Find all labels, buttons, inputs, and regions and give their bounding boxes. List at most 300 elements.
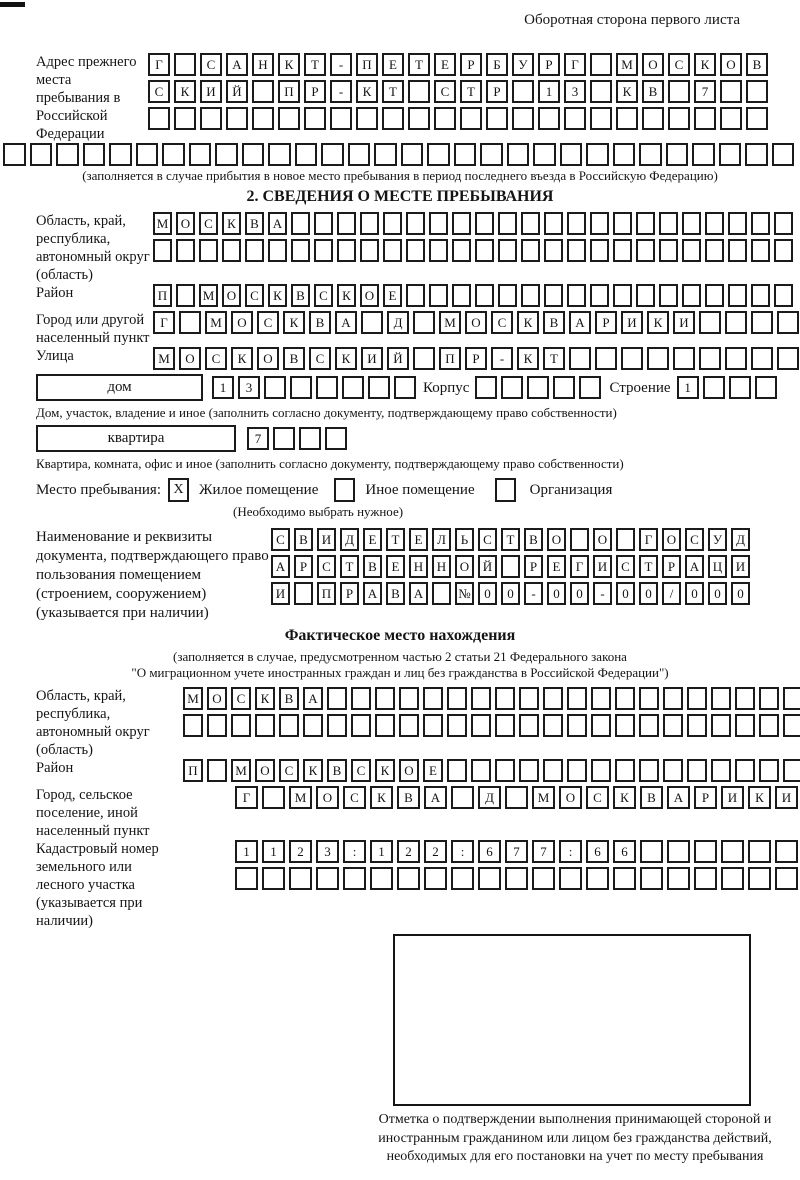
char-cell: Е: [434, 53, 456, 76]
apartment-caption: Квартира, комната, офис и иное (заполнить согласно документу, подтверждающему право собственности): [36, 456, 624, 471]
char-cell: [327, 687, 347, 710]
char-cell: [109, 143, 132, 166]
char-cell: [291, 239, 310, 262]
char-cell: В: [746, 53, 768, 76]
char-cell: [447, 714, 467, 737]
char-cell: П: [356, 53, 378, 76]
char-cell: [314, 212, 333, 235]
char-cell: №: [455, 582, 474, 605]
char-cell: [595, 347, 617, 370]
char-cell: [613, 284, 632, 307]
char-cell: [748, 867, 771, 890]
actual-location-caption-2: "О миграционном учете иностранных граждан и лиц без гражданства в Российской Федерации"): [131, 665, 669, 680]
char-cell: Л: [432, 528, 451, 551]
char-cell: У: [512, 53, 534, 76]
char-cell: [231, 714, 251, 737]
char-cell: [570, 528, 589, 551]
actual-city-block: [3, 786, 797, 840]
cadastral-row-1: [235, 840, 800, 863]
char-cell: М: [532, 786, 555, 809]
char-cell: И: [673, 311, 695, 334]
street-block: [3, 347, 797, 374]
char-cell: [399, 714, 419, 737]
char-cell: В: [642, 80, 664, 103]
char-cell: [636, 284, 655, 307]
char-cell: [427, 143, 450, 166]
char-cell: [207, 714, 227, 737]
char-cell: 3: [238, 376, 260, 399]
char-cell: Т: [501, 528, 520, 551]
char-cell: Т: [408, 53, 430, 76]
char-cell: [471, 759, 491, 782]
char-cell: К: [375, 759, 395, 782]
char-cell: 0: [547, 582, 566, 605]
char-cell: [569, 347, 591, 370]
char-cell: С: [205, 347, 227, 370]
char-cell: [413, 347, 435, 370]
char-cell: [321, 143, 344, 166]
char-cell: В: [543, 311, 565, 334]
char-cell: М: [199, 284, 218, 307]
char-cell: 2: [289, 840, 312, 863]
char-cell: [451, 867, 474, 890]
char-cell: К: [748, 786, 771, 809]
char-cell: 3: [564, 80, 586, 103]
char-cell: [348, 143, 371, 166]
char-cell: А: [271, 555, 290, 578]
char-cell: [751, 347, 773, 370]
char-cell: [559, 867, 582, 890]
char-cell: К: [647, 311, 669, 334]
char-cell: [663, 714, 683, 737]
char-cell: О: [547, 528, 566, 551]
char-cell: [316, 376, 338, 399]
char-cell: П: [278, 80, 300, 103]
char-cell: [174, 53, 196, 76]
char-cell: [512, 80, 534, 103]
char-cell: И: [271, 582, 290, 605]
prev-address-caption: (заполняется в случае прибытия в новое место пребывания в период последнего въезда в Российскую Федерацию): [82, 168, 718, 183]
char-cell: [639, 143, 662, 166]
char-cell: [162, 143, 185, 166]
char-cell: Т: [543, 347, 565, 370]
char-cell: -: [330, 80, 352, 103]
char-cell: [262, 867, 285, 890]
char-cell: [751, 212, 770, 235]
char-cell: [505, 786, 528, 809]
char-cell: [291, 212, 310, 235]
char-cell: С: [351, 759, 371, 782]
char-cell: [687, 687, 707, 710]
char-cell: [486, 107, 508, 130]
region-label: Область, край, республика, автономный округ (область): [36, 213, 150, 283]
char-cell: [751, 311, 773, 334]
char-cell: О: [257, 347, 279, 370]
char-cell: О: [179, 347, 201, 370]
char-cell: [521, 284, 540, 307]
char-cell: [543, 714, 563, 737]
char-cell: А: [226, 53, 248, 76]
char-cell: В: [294, 528, 313, 551]
char-cell: К: [370, 786, 393, 809]
char-cell: Р: [486, 80, 508, 103]
char-cell: Г: [639, 528, 658, 551]
actual-city-label: Город, сельское поселение, иной населенный пункт: [36, 787, 150, 839]
char-cell: [383, 212, 402, 235]
char-cell: 0: [685, 582, 704, 605]
char-cell: [711, 759, 731, 782]
char-cell: И: [621, 311, 643, 334]
char-cell: [705, 284, 724, 307]
korpus-cells: [475, 376, 601, 399]
prev-address-block: [3, 53, 797, 143]
char-cell: [613, 143, 636, 166]
stay-type-block: [3, 478, 797, 502]
char-cell: [544, 239, 563, 262]
char-cell: 7: [532, 840, 555, 863]
char-cell: Й: [478, 555, 497, 578]
char-cell: О: [231, 311, 253, 334]
apartment-cells: [247, 427, 347, 450]
char-cell: И: [775, 786, 798, 809]
char-cell: [495, 759, 515, 782]
city-label: Город или другой населенный пункт: [36, 312, 150, 346]
char-cell: [406, 212, 425, 235]
char-cell: М: [205, 311, 227, 334]
char-cell: [408, 107, 430, 130]
char-cell: [591, 759, 611, 782]
char-cell: [687, 759, 707, 782]
char-cell: [83, 143, 106, 166]
char-cell: О: [360, 284, 379, 307]
char-cell: С: [668, 53, 690, 76]
char-cell: [495, 687, 515, 710]
char-cell: [56, 143, 79, 166]
char-cell: [783, 714, 800, 737]
char-cell: [447, 759, 467, 782]
char-cell: Е: [382, 53, 404, 76]
char-cell: [176, 239, 195, 262]
char-cell: [304, 107, 326, 130]
char-cell: [361, 311, 383, 334]
char-cell: [382, 107, 404, 130]
char-cell: [521, 212, 540, 235]
char-cell: М: [289, 786, 312, 809]
char-cell: К: [517, 347, 539, 370]
char-cell: [647, 347, 669, 370]
char-cell: [699, 311, 721, 334]
char-cell: С: [586, 786, 609, 809]
char-cell: К: [335, 347, 357, 370]
char-cell: [640, 867, 663, 890]
char-cell: С: [685, 528, 704, 551]
char-cell: [434, 107, 456, 130]
region-block: [3, 212, 797, 284]
char-cell: [512, 107, 534, 130]
char-cell: П: [439, 347, 461, 370]
checkbox-other-premises: [334, 478, 355, 502]
char-cell: -: [330, 53, 352, 76]
char-cell: [478, 867, 501, 890]
char-cell: [454, 143, 477, 166]
char-cell: [636, 239, 655, 262]
char-cell: [725, 311, 747, 334]
stamp-box: [393, 934, 751, 1106]
char-cell: [505, 867, 528, 890]
char-cell: Д: [387, 311, 409, 334]
char-cell: [521, 239, 540, 262]
char-cell: И: [721, 786, 744, 809]
char-cell: О: [455, 555, 474, 578]
header-note: Оборотная сторона первого листа: [524, 12, 740, 28]
char-cell: 0: [639, 582, 658, 605]
char-cell: [316, 867, 339, 890]
char-cell: К: [222, 212, 241, 235]
char-cell: В: [397, 786, 420, 809]
char-cell: В: [327, 759, 347, 782]
char-cell: [343, 867, 366, 890]
district-label: Район: [36, 285, 74, 301]
char-cell: :: [343, 840, 366, 863]
actual-location-title: Фактическое место нахождения: [284, 627, 516, 644]
char-cell: О: [465, 311, 487, 334]
char-cell: [564, 107, 586, 130]
actual-city-row: [235, 786, 800, 809]
char-cell: [721, 867, 744, 890]
char-cell: [544, 212, 563, 235]
char-cell: [774, 284, 793, 307]
char-cell: [772, 143, 795, 166]
char-cell: [774, 212, 793, 235]
checkbox-residential: X: [168, 478, 189, 502]
char-cell: О: [720, 53, 742, 76]
char-cell: 1: [212, 376, 234, 399]
char-cell: О: [255, 759, 275, 782]
char-cell: [553, 376, 575, 399]
char-cell: [368, 376, 390, 399]
char-cell: [360, 212, 379, 235]
char-cell: [255, 714, 275, 737]
char-cell: К: [517, 311, 539, 334]
char-cell: 7: [247, 427, 269, 450]
char-cell: Т: [304, 53, 326, 76]
char-cell: [746, 80, 768, 103]
char-cell: П: [183, 759, 203, 782]
char-cell: [751, 284, 770, 307]
char-cell: 0: [708, 582, 727, 605]
char-cell: П: [317, 582, 336, 605]
char-cell: Д: [340, 528, 359, 551]
cadastral-block: [3, 840, 797, 930]
char-cell: [471, 687, 491, 710]
char-cell: [199, 239, 218, 262]
char-cell: 0: [616, 582, 635, 605]
char-cell: [498, 284, 517, 307]
char-cell: [252, 107, 274, 130]
char-cell: И: [361, 347, 383, 370]
section2-title: 2. СВЕДЕНИЯ О МЕСТЕ ПРЕБЫВАНИЯ: [246, 188, 554, 205]
char-cell: [711, 687, 731, 710]
char-cell: [452, 239, 471, 262]
char-cell: К: [337, 284, 356, 307]
char-cell: С: [343, 786, 366, 809]
char-cell: К: [283, 311, 305, 334]
char-cell: Г: [570, 555, 589, 578]
char-cell: [783, 687, 800, 710]
char-cell: [721, 840, 744, 863]
char-cell: [153, 239, 172, 262]
char-cell: [682, 239, 701, 262]
actual-district-block: [3, 759, 797, 786]
char-cell: [330, 107, 352, 130]
char-cell: Р: [294, 555, 313, 578]
char-cell: Т: [386, 528, 405, 551]
char-cell: [174, 107, 196, 130]
char-cell: Е: [386, 555, 405, 578]
char-cell: [663, 759, 683, 782]
char-cell: Е: [423, 759, 443, 782]
char-cell: [268, 239, 287, 262]
other-premises-label: Иное помещение: [365, 482, 475, 498]
char-cell: [222, 239, 241, 262]
char-cell: У: [708, 528, 727, 551]
char-cell: Т: [639, 555, 658, 578]
char-cell: [423, 687, 443, 710]
char-cell: [746, 107, 768, 130]
char-cell: [375, 687, 395, 710]
char-cell: :: [559, 840, 582, 863]
char-cell: [327, 714, 347, 737]
street-row: [153, 347, 799, 370]
prev-address-row-3: [148, 107, 768, 130]
char-cell: [694, 840, 717, 863]
char-cell: [337, 239, 356, 262]
char-cell: Р: [460, 53, 482, 76]
char-cell: 0: [570, 582, 589, 605]
char-cell: -: [524, 582, 543, 605]
char-cell: [567, 239, 586, 262]
char-cell: Е: [383, 284, 402, 307]
char-cell: [673, 347, 695, 370]
char-cell: [615, 687, 635, 710]
char-cell: [711, 714, 731, 737]
char-cell: [498, 212, 517, 235]
char-cell: С: [317, 555, 336, 578]
char-cell: [729, 376, 751, 399]
region-row-2: [153, 239, 793, 262]
char-cell: [413, 311, 435, 334]
char-cell: [682, 284, 701, 307]
char-cell: [351, 687, 371, 710]
house-block: [3, 374, 797, 401]
char-cell: [642, 107, 664, 130]
stay-type-note: (Необходимо выбрать нужное): [233, 504, 404, 519]
char-cell: [591, 687, 611, 710]
char-cell: [735, 714, 755, 737]
char-cell: К: [231, 347, 253, 370]
char-cell: [279, 714, 299, 737]
char-cell: [613, 867, 636, 890]
char-cell: О: [222, 284, 241, 307]
char-cell: [659, 212, 678, 235]
char-cell: [720, 80, 742, 103]
char-cell: Г: [564, 53, 586, 76]
char-cell: Г: [153, 311, 175, 334]
char-cell: [639, 687, 659, 710]
char-cell: [590, 284, 609, 307]
char-cell: [432, 582, 451, 605]
char-cell: А: [363, 582, 382, 605]
char-cell: [189, 143, 212, 166]
char-cell: 6: [613, 840, 636, 863]
char-cell: К: [613, 786, 636, 809]
char-cell: [294, 582, 313, 605]
char-cell: 0: [501, 582, 520, 605]
char-cell: Н: [432, 555, 451, 578]
document-row-2: [271, 555, 750, 578]
char-cell: [659, 284, 678, 307]
checkbox-organization: [495, 478, 516, 502]
street-label: Улица: [36, 348, 74, 364]
char-cell: 2: [397, 840, 420, 863]
char-cell: [725, 347, 747, 370]
char-cell: [533, 143, 556, 166]
document-row-1: [271, 528, 750, 551]
char-cell: [136, 143, 159, 166]
char-cell: [429, 284, 448, 307]
char-cell: [755, 376, 777, 399]
char-cell: Н: [252, 53, 274, 76]
char-cell: [759, 714, 779, 737]
char-cell: К: [268, 284, 287, 307]
char-cell: О: [399, 759, 419, 782]
actual-location-caption-1: (заполняется в случае, предусмотренном частью 2 статьи 21 Федерального закона: [173, 649, 627, 664]
char-cell: С: [309, 347, 331, 370]
char-cell: Р: [524, 555, 543, 578]
char-cell: С: [148, 80, 170, 103]
char-cell: А: [409, 582, 428, 605]
char-cell: [351, 714, 371, 737]
char-cell: [616, 107, 638, 130]
region-row-1: [153, 212, 793, 235]
char-cell: В: [291, 284, 310, 307]
char-cell: [480, 143, 503, 166]
document-row-3: [271, 582, 750, 605]
char-cell: 7: [694, 80, 716, 103]
char-cell: 1: [235, 840, 258, 863]
char-cell: [728, 212, 747, 235]
char-cell: С: [434, 80, 456, 103]
char-cell: [360, 239, 379, 262]
char-cell: Д: [478, 786, 501, 809]
char-cell: [30, 143, 53, 166]
char-cell: [303, 714, 323, 737]
actual-region-block: [3, 687, 797, 759]
char-cell: [544, 284, 563, 307]
char-cell: С: [616, 555, 635, 578]
stay-type-label: Место пребывания:: [36, 482, 161, 498]
char-cell: [639, 714, 659, 737]
char-cell: [560, 143, 583, 166]
char-cell: [687, 714, 707, 737]
char-cell: [451, 786, 474, 809]
char-cell: О: [176, 212, 195, 235]
char-cell: [532, 867, 555, 890]
district-row: [153, 284, 793, 307]
char-cell: А: [667, 786, 690, 809]
char-cell: [394, 376, 416, 399]
stroenie-cells: [677, 376, 777, 399]
